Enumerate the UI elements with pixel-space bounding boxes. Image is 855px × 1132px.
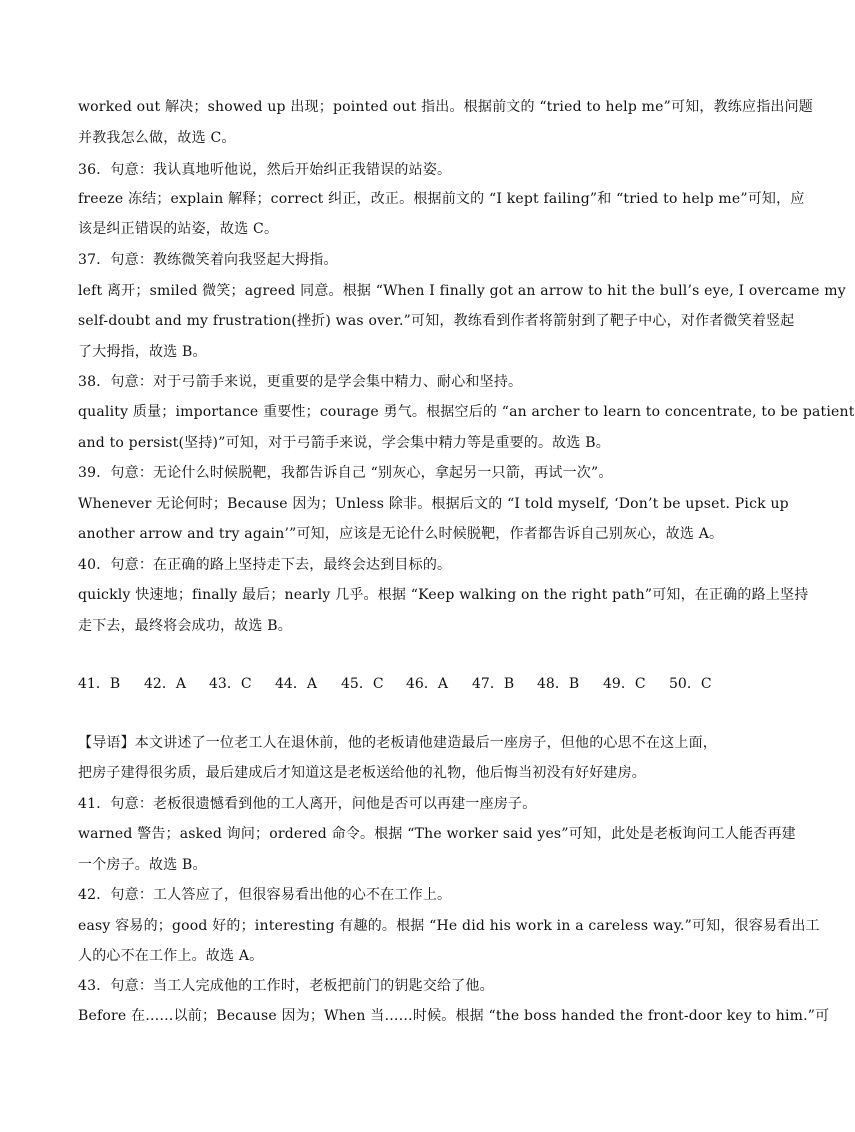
answer-item: 48．B [537,676,580,692]
answer-item: 43．C [209,676,252,692]
text-line: warned 警告；asked 询问；ordered 命令。根据 “The worker said yes”可知，此处是老板询问工人能否再建 [78,826,796,842]
answer-item: 44．A [275,676,317,692]
text-line: Whenever 无论何时；Because 因为；Unless 除非。根据后文的 “I told myself, ‘Don’t be upset. Pick up [78,496,789,512]
text-line: 40．句意：在正确的路上坚持走下去，最终会达到目标的。 [78,557,452,573]
text-line: quickly 快速地；finally 最后；nearly 几乎。根据 “Keep walking on the right path”可知，在正确的路上坚持 [78,587,809,603]
text-line: 37．句意：教练微笑着向我竖起大拇指。 [78,252,338,268]
answer-item: 41．B [78,676,121,692]
answer-item: 45．C [341,676,384,692]
text-line: 该是纠正错误的站姿，故选 C。 [78,221,279,237]
text-line: and to persist(坚持)”可知，对于弓箭手来说，学会集中精力等是重要的。故选 B。 [78,435,610,451]
text-line: 42．句意：工人答应了，但很容易看出他的心不在工作上。 [78,887,452,903]
text-line: worked out 解决；showed up 出现；pointed out 指出。根据前文的 “tried to help me”可知，教练应指出问题 [78,99,813,115]
text-line: 43．句意：当工人完成他的工作时，老板把前门的钥匙交给了他。 [78,978,494,994]
answer-item: 46．A [406,676,448,692]
text-line: freeze 冻结；explain 解释；correct 纠正，改正。根据前文的 “I kept failing”和 “tried to help me”可知，应 [78,191,805,207]
text-line: 把房子建得很劣质，最后建成后才知道这是老板送给他的礼物，他后悔当初没有好好建房。 [78,765,646,781]
text-line: 36．句意：我认真地听他说，然后开始纠正我错误的站姿。 [78,162,452,178]
text-line: 了大拇指，故选 B。 [78,344,207,360]
answer-item: 42．A [144,676,186,692]
text-line: 41．句意：老板很遗憾看到他的工人离开，问他是否可以再建一座房子。 [78,796,537,812]
text-line: 一个房子。故选 B。 [78,857,207,873]
answer-item: 49．C [603,676,646,692]
text-line: quality 质量；importance 重要性；courage 勇气。根据空后的 “an archer to learn to concentrate, to be patient [78,404,855,420]
text-line: left 离开；smiled 微笑；agreed 同意。根据 “When I finally got an arrow to hit the bull’s eye, I overcame my [78,283,846,299]
answer-key-row [78,674,738,694]
answer-item: 47．B [472,676,515,692]
text-line: 【导语】本文讲述了一位老工人在退休前，他的老板请他建造最后一座房子，但他的心思不在这上面， [78,735,717,751]
text-line: self-doubt and my frustration(挫折) was over.”可知，教练看到作者将箭射到了靶子中心，对作者微笑着竖起 [78,313,795,329]
text-line: Before 在……以前；Because 因为；When 当……时候。根据 “the boss handed the front-door key to him.”可 [78,1008,830,1024]
text-line: 走下去，最终将会成功，故选 B。 [78,618,292,634]
text-line: another arrow and try again’”可知，应该是无论什么时候脱靶，作者都告诉自己别灰心，故选 A。 [78,526,724,542]
text-line: 人的心不在工作上。故选 A。 [78,948,264,964]
answer-item: 50．C [669,676,712,692]
text-line: 并教我怎么做，故选 C。 [78,130,236,146]
text-line: 39．句意：无论什么时候脱靶，我都告诉自己 “别灰心，拿起另一只箭，再试一次”。 [78,465,613,481]
text-line: 38．句意：对于弓箭手来说，更重要的是学会集中精力、耐心和坚持。 [78,374,523,390]
text-line: easy 容易的；good 好的；interesting 有趣的。根据 “He did his work in a careless way.”可知，很容易看出工 [78,918,820,934]
